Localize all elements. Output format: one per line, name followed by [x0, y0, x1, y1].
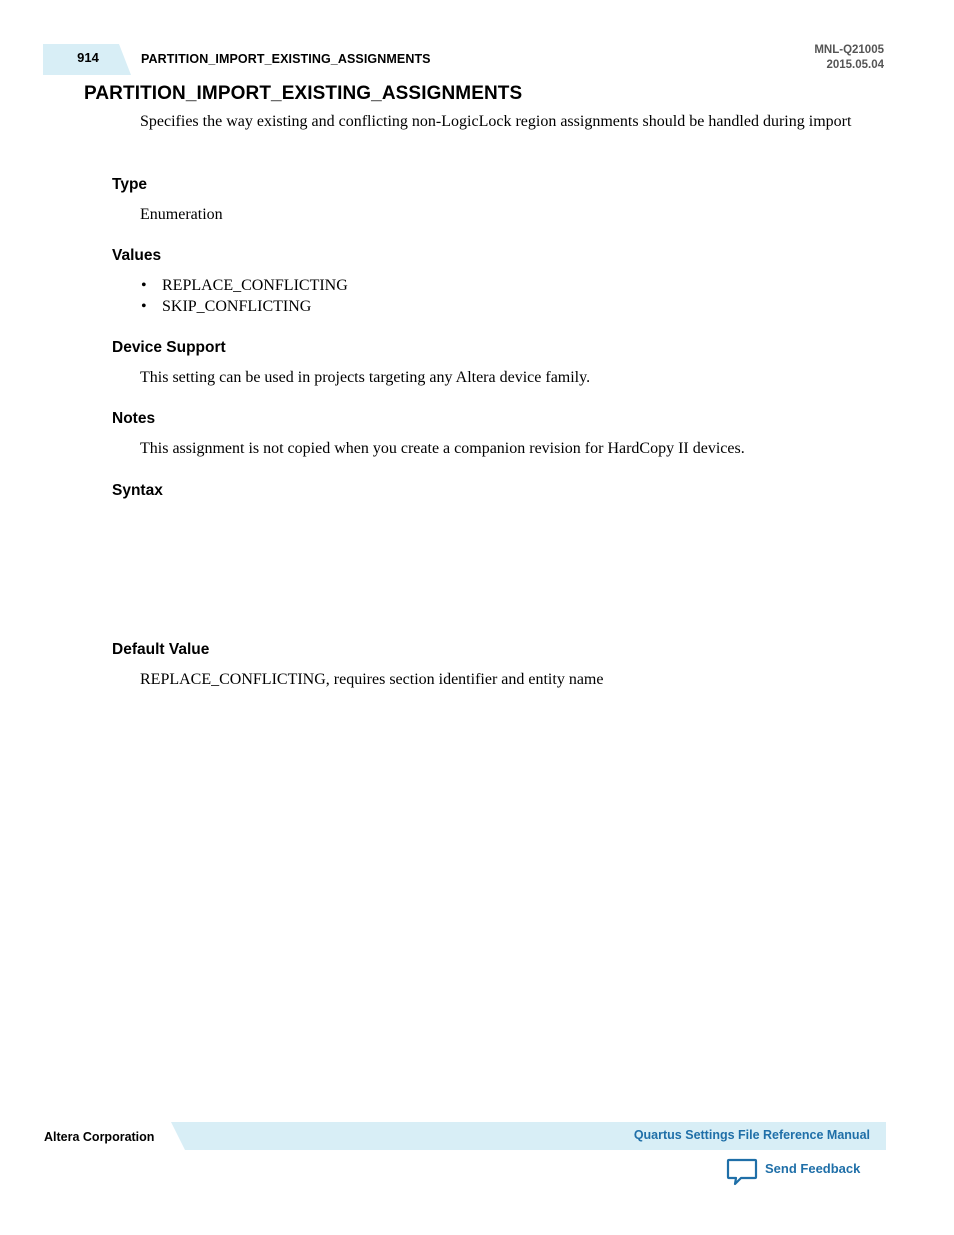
device-support-text: This setting can be used in projects targeting any Altera device family.: [140, 369, 591, 386]
list-item: • REPLACE_CONFLICTING: [141, 277, 348, 294]
type-value: Enumeration: [140, 206, 223, 223]
bullet-icon: •: [141, 277, 147, 294]
default-value-text: REPLACE_CONFLICTING, requires section identifier and entity name: [140, 671, 604, 688]
notes-text: This assignment is not copied when you create a companion revision for HardCopy II devices.: [140, 440, 745, 457]
page-number: 914: [77, 50, 99, 65]
syntax-heading: Syntax: [112, 482, 163, 499]
default-value-heading: Default Value: [112, 641, 210, 658]
notes-heading: Notes: [112, 410, 156, 427]
bullet-icon: •: [141, 298, 147, 315]
manual-title: Quartus Settings File Reference Manual: [633, 1128, 870, 1142]
device-support-heading: Device Support: [112, 339, 226, 356]
send-feedback-label[interactable]: Send Feedback: [765, 1161, 861, 1176]
speech-bubble-icon: [726, 1158, 758, 1188]
document-id: MNL-Q21005: [814, 44, 884, 56]
type-heading: Type: [112, 176, 148, 193]
description: Specifies the way existing and conflicting non-LogicLock region assignments should be handled during import: [140, 113, 852, 130]
page-title: PARTITION_IMPORT_EXISTING_ASSIGNMENTS: [84, 83, 523, 104]
document-date: 2015.05.04: [826, 59, 884, 71]
values-heading: Values: [112, 247, 162, 264]
company-name: Altera Corporation: [44, 1130, 155, 1144]
document-info: [814, 43, 884, 73]
running-title: PARTITION_IMPORT_EXISTING_ASSIGNMENTS: [141, 52, 431, 66]
list-item: • SKIP_CONFLICTING: [141, 298, 312, 315]
values-list: [140, 275, 348, 317]
